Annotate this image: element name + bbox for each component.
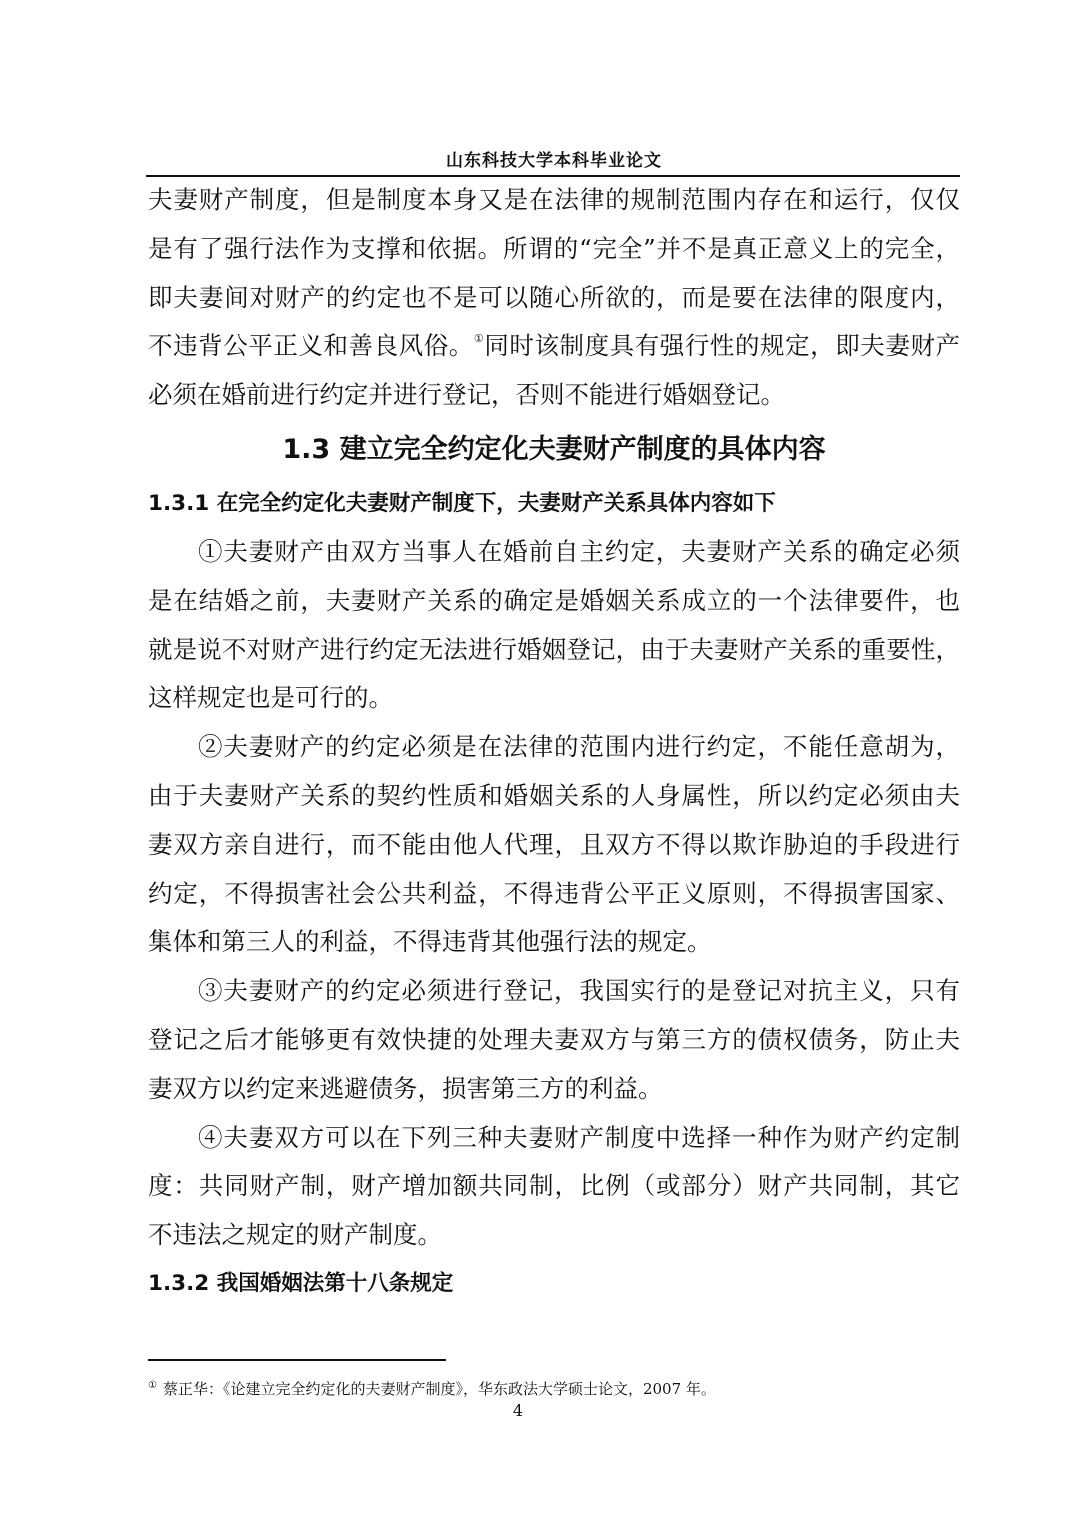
item-paragraph-2: [148, 723, 960, 967]
text-line: ③夫妻财产的约定必须进行登记，我国实行的是登记对抗主义，只有: [198, 976, 960, 1006]
text-line: 就是说不对财产进行约定无法进行婚姻登记，由于夫妻财产关系的重要性，: [148, 634, 960, 664]
footnote-text: 蔡正华：《论建立完全约定化的夫妻财产制度》，华东政法大学硕士论文，2007 年。: [162, 1380, 716, 1398]
text-line: 是有了强行法作为支撑和依据。所谓的“完全”并不是真正意义上的完全，: [148, 233, 960, 263]
intro-paragraph: [148, 176, 960, 420]
item-paragraph-3: [148, 967, 960, 1113]
text-line: 必须在婚前进行约定并进行登记，否则不能进行婚姻登记。: [148, 380, 785, 410]
section-heading: 1.3 建立完全约定化夫妻财产制度的具体内容: [282, 433, 826, 465]
text-line-with-footnote: [148, 322, 960, 371]
page-number: 4: [512, 1401, 524, 1420]
text-line: 即夫妻间对财产的约定也不是可以随心所欲的，而是要在法律的限度内，: [148, 282, 960, 312]
item-paragraph-4: [148, 1114, 960, 1260]
text-line: 夫妻财产制度，但是制度本身又是在法律的规制范围内存在和运行，仅仅: [148, 185, 960, 214]
footnote: [148, 1378, 716, 1399]
text-line: ①夫妻财产由双方当事人在婚前自主约定，夫妻财产关系的确定必须: [198, 536, 960, 566]
text-line: 这样规定也是可行的。: [148, 683, 393, 713]
text-fragment: 同时该制度具有强行性的规定，即夫妻财产: [484, 331, 961, 361]
text-line: 妻双方以约定来逃避债务，损害第三方的利益。: [148, 1073, 663, 1103]
footnote-reference: ①: [473, 332, 485, 346]
text-fragment: 不违背公平正义和善良风俗。: [148, 331, 474, 361]
text-line: 度：共同财产制，财产增加额共同制，比例（或部分）财产共同制，其它: [148, 1171, 960, 1201]
text-line: 不违法之规定的财产制度。: [148, 1220, 442, 1250]
footnote-mark: ①: [148, 1380, 157, 1391]
page-body: [148, 176, 960, 1308]
text-line: 登记之后才能够更有效快捷的处理夫妻双方与第三方的债权债务，防止夫: [148, 1024, 960, 1054]
subsection-heading: 1.3.2 我国婚姻法第十八条规定: [148, 1270, 454, 1296]
text-line: 由于夫妻财产关系的契约性质和婚姻关系的人身属性，所以约定必须由夫: [148, 780, 960, 810]
text-line: 是在结婚之前，夫妻财产关系的确定是婚姻关系成立的一个法律要件，也: [148, 585, 960, 615]
text-line: 约定，不得损害社会公共利益，不得违背公平正义原则，不得损害国家、: [148, 878, 960, 908]
text-line: 妻双方亲自进行，而不能由他人代理，且双方不得以欺诈胁迫的手段进行: [148, 829, 960, 859]
text-line: ④夫妻双方可以在下列三种夫妻财产制度中选择一种作为财产约定制: [198, 1122, 960, 1152]
subsection-heading: 1.3.1 在完全约定化夫妻财产制度下，夫妻财产关系具体内容如下: [148, 490, 776, 516]
footnote-separator: [148, 1359, 446, 1361]
running-header: 山东科技大学本科毕业论文: [446, 151, 662, 171]
text-line: ②夫妻财产的约定必须是在法律的范围内进行约定，不能任意胡为，: [198, 732, 960, 762]
text-line: 集体和第三人的利益，不得违背其他强行法的规定。: [148, 927, 712, 957]
item-paragraph-1: [148, 528, 960, 723]
